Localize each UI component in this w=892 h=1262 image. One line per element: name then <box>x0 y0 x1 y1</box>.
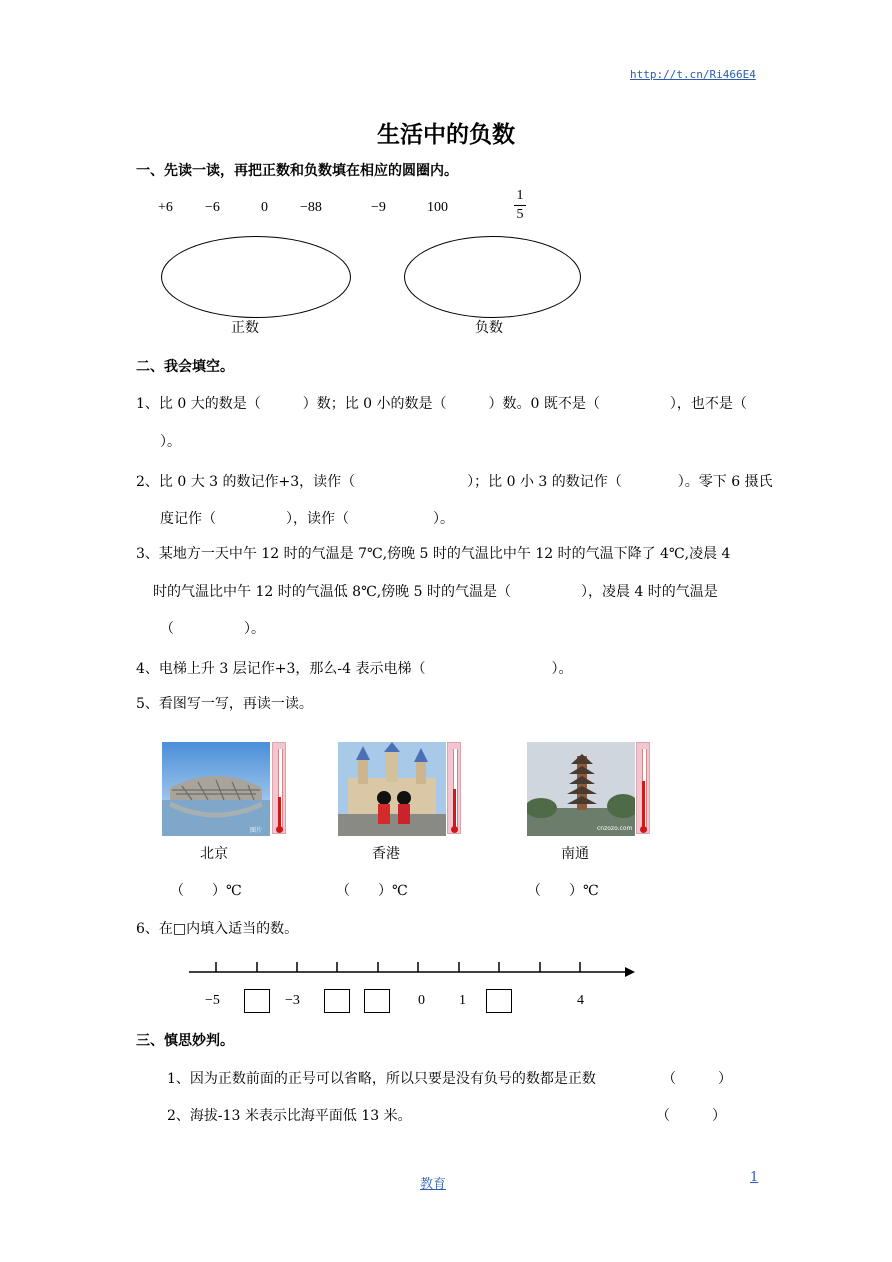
thermometer-icon <box>272 742 286 834</box>
thermometer-bulb <box>276 826 283 833</box>
fraction <box>510 188 530 223</box>
judge-answer-2[interactable]: （ ） <box>656 1108 726 1124</box>
positive-label: 正数 <box>231 320 259 336</box>
thermometer-icon <box>447 742 461 834</box>
question-4: 4、电梯上升 3 层记作+3，那么-4 表示电梯（ ）。 <box>136 661 573 677</box>
answer-box[interactable] <box>364 989 390 1013</box>
question-6: 6、在□内填入适当的数。 <box>136 921 299 937</box>
number-item: −88 <box>300 200 322 215</box>
disney-castle-image <box>338 742 446 836</box>
fraction-numerator: 1 <box>516 188 524 203</box>
thermometer-icon <box>636 742 650 834</box>
number-item: −6 <box>205 200 220 215</box>
beijing-photo <box>162 742 270 836</box>
section1-heading: 一、先读一读，再把正数和负数填在相应的圆圈内。 <box>136 163 458 179</box>
thermometer-bulb <box>451 826 458 833</box>
question-2-line2: 度记作（ ），读作（ ）。 <box>160 511 454 527</box>
question-3-line1: 3、某地方一天中午 12 时的气温是 7℃,傍晚 5 时的气温比中午 12 时的气温下降了 4℃,凌晨 4 <box>136 546 731 562</box>
numberline-label: −3 <box>285 993 300 1008</box>
number-line <box>185 960 640 984</box>
numberline-label: 1 <box>459 993 466 1008</box>
temperature-blank[interactable]: （ ）℃ <box>170 883 242 899</box>
temperature-blank[interactable]: （ ）℃ <box>336 883 408 899</box>
question-3-line3: （ ）。 <box>160 621 265 637</box>
judge-answer-1[interactable]: （ ） <box>662 1071 732 1087</box>
photo-watermark: 图片 <box>250 827 263 834</box>
number-item: 0 <box>261 200 268 215</box>
thermometer-bulb <box>640 826 647 833</box>
judge-item-1: 1、因为正数前面的正号可以省略，所以只要是没有负号的数都是正数 <box>167 1071 596 1087</box>
question-5: 5、看图写一写，再读一读。 <box>136 696 313 712</box>
number-item: −9 <box>371 200 386 215</box>
number-item: +6 <box>158 200 173 215</box>
city-label-hongkong: 香港 <box>372 846 400 862</box>
thermometer-level <box>642 781 645 829</box>
thermometer-level <box>453 789 456 829</box>
pagoda-image <box>527 742 635 836</box>
photo-watermark: cnzozo.com <box>597 825 633 832</box>
nantong-photo <box>527 742 635 836</box>
section3-heading: 三、慎思妙判。 <box>136 1033 234 1049</box>
positive-ellipse[interactable] <box>161 236 351 318</box>
question-3-line2: 时的气温比中午 12 时的气温低 8℃,傍晚 5 时的气温是（ ），凌晨 4 时的气温是 <box>153 584 718 600</box>
header-link[interactable]: http://t.cn/Ri466E4 <box>630 68 756 81</box>
question-1-line2: ）。 <box>160 434 181 450</box>
fraction-denominator: 5 <box>516 207 524 222</box>
numberline-label: 4 <box>577 993 584 1008</box>
answer-box[interactable] <box>244 989 270 1013</box>
thermometer-level <box>278 797 281 829</box>
negative-ellipse[interactable] <box>404 236 581 318</box>
judge-item-2: 2、海拔-13 米表示比海平面低 13 米。 <box>167 1108 412 1124</box>
negative-label: 负数 <box>475 320 503 336</box>
city-label-beijing: 北京 <box>200 846 228 862</box>
fraction-bar <box>514 205 526 206</box>
answer-box[interactable] <box>486 989 512 1013</box>
number-item: 100 <box>427 200 448 215</box>
numberline-label: 0 <box>418 993 425 1008</box>
page-title: 生活中的负数 <box>377 121 515 148</box>
question-2-line1: 2、比 0 大 3 的数记作+3，读作（ ）；比 0 小 3 的数记作（ ）。零下 6 摄氏 <box>136 474 773 490</box>
birds-nest-image <box>162 742 270 836</box>
page-number: 1 <box>750 1170 759 1185</box>
numberline-label: −5 <box>205 993 220 1008</box>
question-1-line1: 1、比 0 大的数是（ ）数；比 0 小的数是（ ）数。0 既不是（ ），也不是（ <box>136 396 747 412</box>
hongkong-photo <box>338 742 446 836</box>
section2-heading: 二、我会填空。 <box>136 359 234 375</box>
temperature-blank[interactable]: （ ）℃ <box>527 883 599 899</box>
footer-link[interactable]: 教育 <box>420 1177 447 1192</box>
answer-box[interactable] <box>324 989 350 1013</box>
city-label-nantong: 南通 <box>561 846 589 862</box>
